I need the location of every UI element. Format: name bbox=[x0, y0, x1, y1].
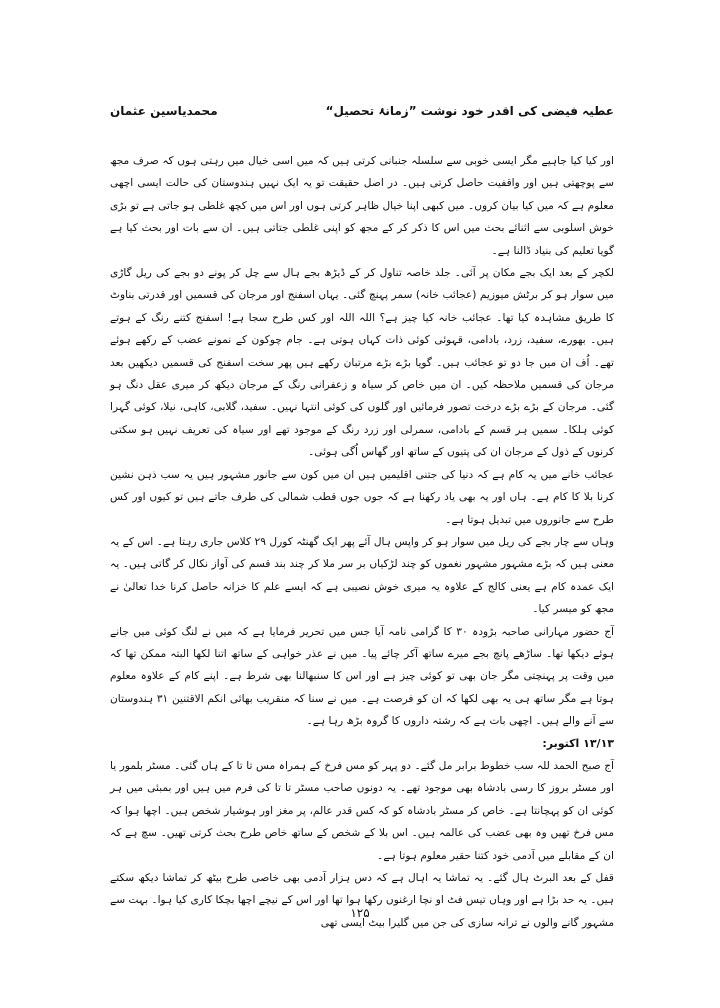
section-heading: ۱۳/۱۳ اکتوبر: bbox=[542, 736, 614, 750]
paragraph: قفل کے بعد البرٹ ہال گئے۔ یہ تماشا یہ اہال ہے کہ دس ہزار آدمی بھی خاصی طرح بیٹھ کر تماشا دیکھ سکتے ہیں۔ یہ حد بڑا ہے اور وہاں تیس فٹ او نچا ارغنوں رکھا ہوا تھا اور اس کے نیچے اچھا بچکا کاری کیا ہوا۔ بہت سے مشہور گانے والوں نے ترانہ سازی کی جن میں گلیرا بیٹ ایسی تھی bbox=[110, 872, 614, 929]
paragraph: عجائب خانے میں یہ کام ہے کہ دنیا کی جتنی اقلیمیں ہیں ان میں کون سے جانور مشہور ہیں یہ سب ذہن نشین کرنا بلا کا کام ہے۔ ہاں اور یہ بھی یاد رکھنا ہے کہ جوں جوں قطب شمالی کی طرف جاتے ہیں تو کیوں اور کس طرح سے جانوروں میں تبدیل ہوتا ہے۔ bbox=[110, 468, 614, 526]
paragraph: وہاں سے چار بجے کی ریل میں سوار ہو کر واپس ہال آئے پھر ایک گھنٹہ کورل ۲۹ کلاس جاری رہتا ہے۔ اس کے یہ معنی ہیں کہ بڑے مشہور مشہور نغموں کو چند لڑکیاں بر سر ملا کر چند بند قسم کی آواز نکال کر گاتی ہیں۔ یہ ایک عمدہ کام ہے یعنی کالج کے علاوہ یہ میری خوش نصیبی ہے کہ ایسے علم کا خزانہ حاصل کرنا خدا تعالیٰ نے مجھ کو میسر کیا۔ bbox=[110, 535, 614, 616]
paragraph: لکچر کے بعد ایک بجے مکان پر آئی۔ جلد خاصہ تناول کر کے ڈیڑھ بجے ہال سے چل کر پونے دو بجے کی ریل گاڑی میں سوار ہو کر برٹش میوزیم (عجائب خانہ) سمر پہنچ گئی۔ یہاں اسفنج اور مرجان کی قسمیں اور قدرتی بناوٹ کا طریق مشاہدہ کیا تھا۔ عجائب خانہ کیا چیز ہے؟ اللہ اللہ اور کس طرح سجا ہے! اسفنج کتنے رنگ کے ہوتے ہیں۔ بھورے، سفید، زرد، بادامی، قہوئی کوئی ذات کہاں ہوتی ہے۔ جام چوکون کے نمونے عضب کے رکھے ہوئے تھے۔ اُف ان میں جا دو تو عجائب ہیں۔ گویا بڑے بڑے مرتبان رکھے ہیں پھر سخت اسفنج کی قسمیں دیکھیں بعد مرجان کی قسمیں ملاحظہ کیں۔ ان میں خاص کر سیاہ و زعفرانی رنگ کے مرجان دیکھ کر میری عقل دنگ ہو گئی۔ مرجان کے بڑے بڑے درخت تصور فرمائیں اور گلوں کی کوئی انتہا نہیں۔ سفید، گلابی، کاہی، نیلا، کوئی گہرا کوئی ہلکا۔ سمیں ہر قسم کے بادامی، سمرلی اور زرد رنگ کے موجود تھے اور سیاہ کی تعریف نہیں ہو سکتی کرنوں کے ذول کے مرجان ان کی پتیوں کے ساتھ اور گھاس اُگی ہوئی۔ bbox=[110, 267, 614, 459]
paragraph: آج صبح الحمد للہ سب خطوط برابر مل گئے۔ دو پہر کو مس فرخ کے ہمراہ مس تا تا کے ہاں گئی۔ مسٹر بلمور یا اور مسٹر بروز کا رسی بادشاہ بھی موجود تھے۔ یہ دونوں صاحب مسٹر تا تا کی فرم میں ہیں اور بمبئی میں ہر کوئی ان کو پہچانتا ہے۔ خاص کر مسٹر بادشاہ کو کہ کس قدر عالم، پر مغز اور ہوشیار شخص ہیں۔ اچھا ہوا کہ مس فرخ تھیں وہ بھی عضب کی عالمہ ہیں۔ اس بلا کے شخص کے ساتھ خاص طرح بحث کرتی تھیں۔ سچ ہے کہ ان کے مقابلے میں آدمی خود کتنا حقیر معلوم ہوتا ہے۔ bbox=[110, 759, 614, 862]
header-author: محمدیاسین عثمان bbox=[110, 104, 218, 118]
paragraph: اور کیا کیا جاہیے مگر ایسی خوبی سے سلسلہ جنبانی کرتی ہیں کہ میں اسی خیال میں رہتی ہوں کہ صرف مجھ سے پوچھتی ہیں اور واقفیت حاصل کرتی ہیں۔ در اصل حقیقت تو یہ ایک نہیں ہندوستان کی حالت ایسی اچھی معلوم ہے کہ میں کیا بیان کروں۔ میں کبھی اپنا خیال ظاہر کرتی ہوں اور اس میں کچھ غلطی ہو جاتی ہے تو بڑی خوش اسلوبی سے اثنائے بحث میں اس کا ذکر کر کے مجھ کو اپنی غلطی جتاتی ہیں۔ ان سے بات اور بحث کیا ہے گویا تعلیم کی بنیاد ڈالنا ہے۔ bbox=[110, 155, 614, 257]
body-text bbox=[110, 150, 614, 934]
header-title: عطیہ فیضی کی اقدر خود نوشت ”زمانۂ تحصیل“ bbox=[325, 104, 614, 118]
paragraph: آج حضور مہارانی صاحبہ بڑودہ ۳۰ کا گرامی نامہ آیا جس میں تحریر فرمایا ہے کہ میں نے لنگ کوئی میں جانے ہوئے دیکھا تھا۔ ساڑھے پانچ بجے میرے ساتھ آکر چائے پیا۔ میں نے عذر خواہی کے ساتھ اتنا لکھا البتہ ممکن تھا کہ میں وقت پر پہنچتی مگر جان بھی تو کوئی چیز ہے اور اس کا سنبھالنا بھی شرط ہے۔ اپنے کام کے علاوہ معلوم ہوتا ہے مگر ساتھ ہی یہ بھی لکھا کہ ان کو فرصت ہے۔ میں نے سنا کہ منقریب بھائی انکم الاقتنین ۳۱ ہندوستان سے آنے والے ہیں۔ اچھی بات ہے کہ رشتہ داروں کا گروہ بڑھ رہا ہے۔ bbox=[110, 625, 615, 728]
page-number: ۱۲۵ bbox=[350, 906, 370, 920]
running-header bbox=[110, 104, 614, 126]
